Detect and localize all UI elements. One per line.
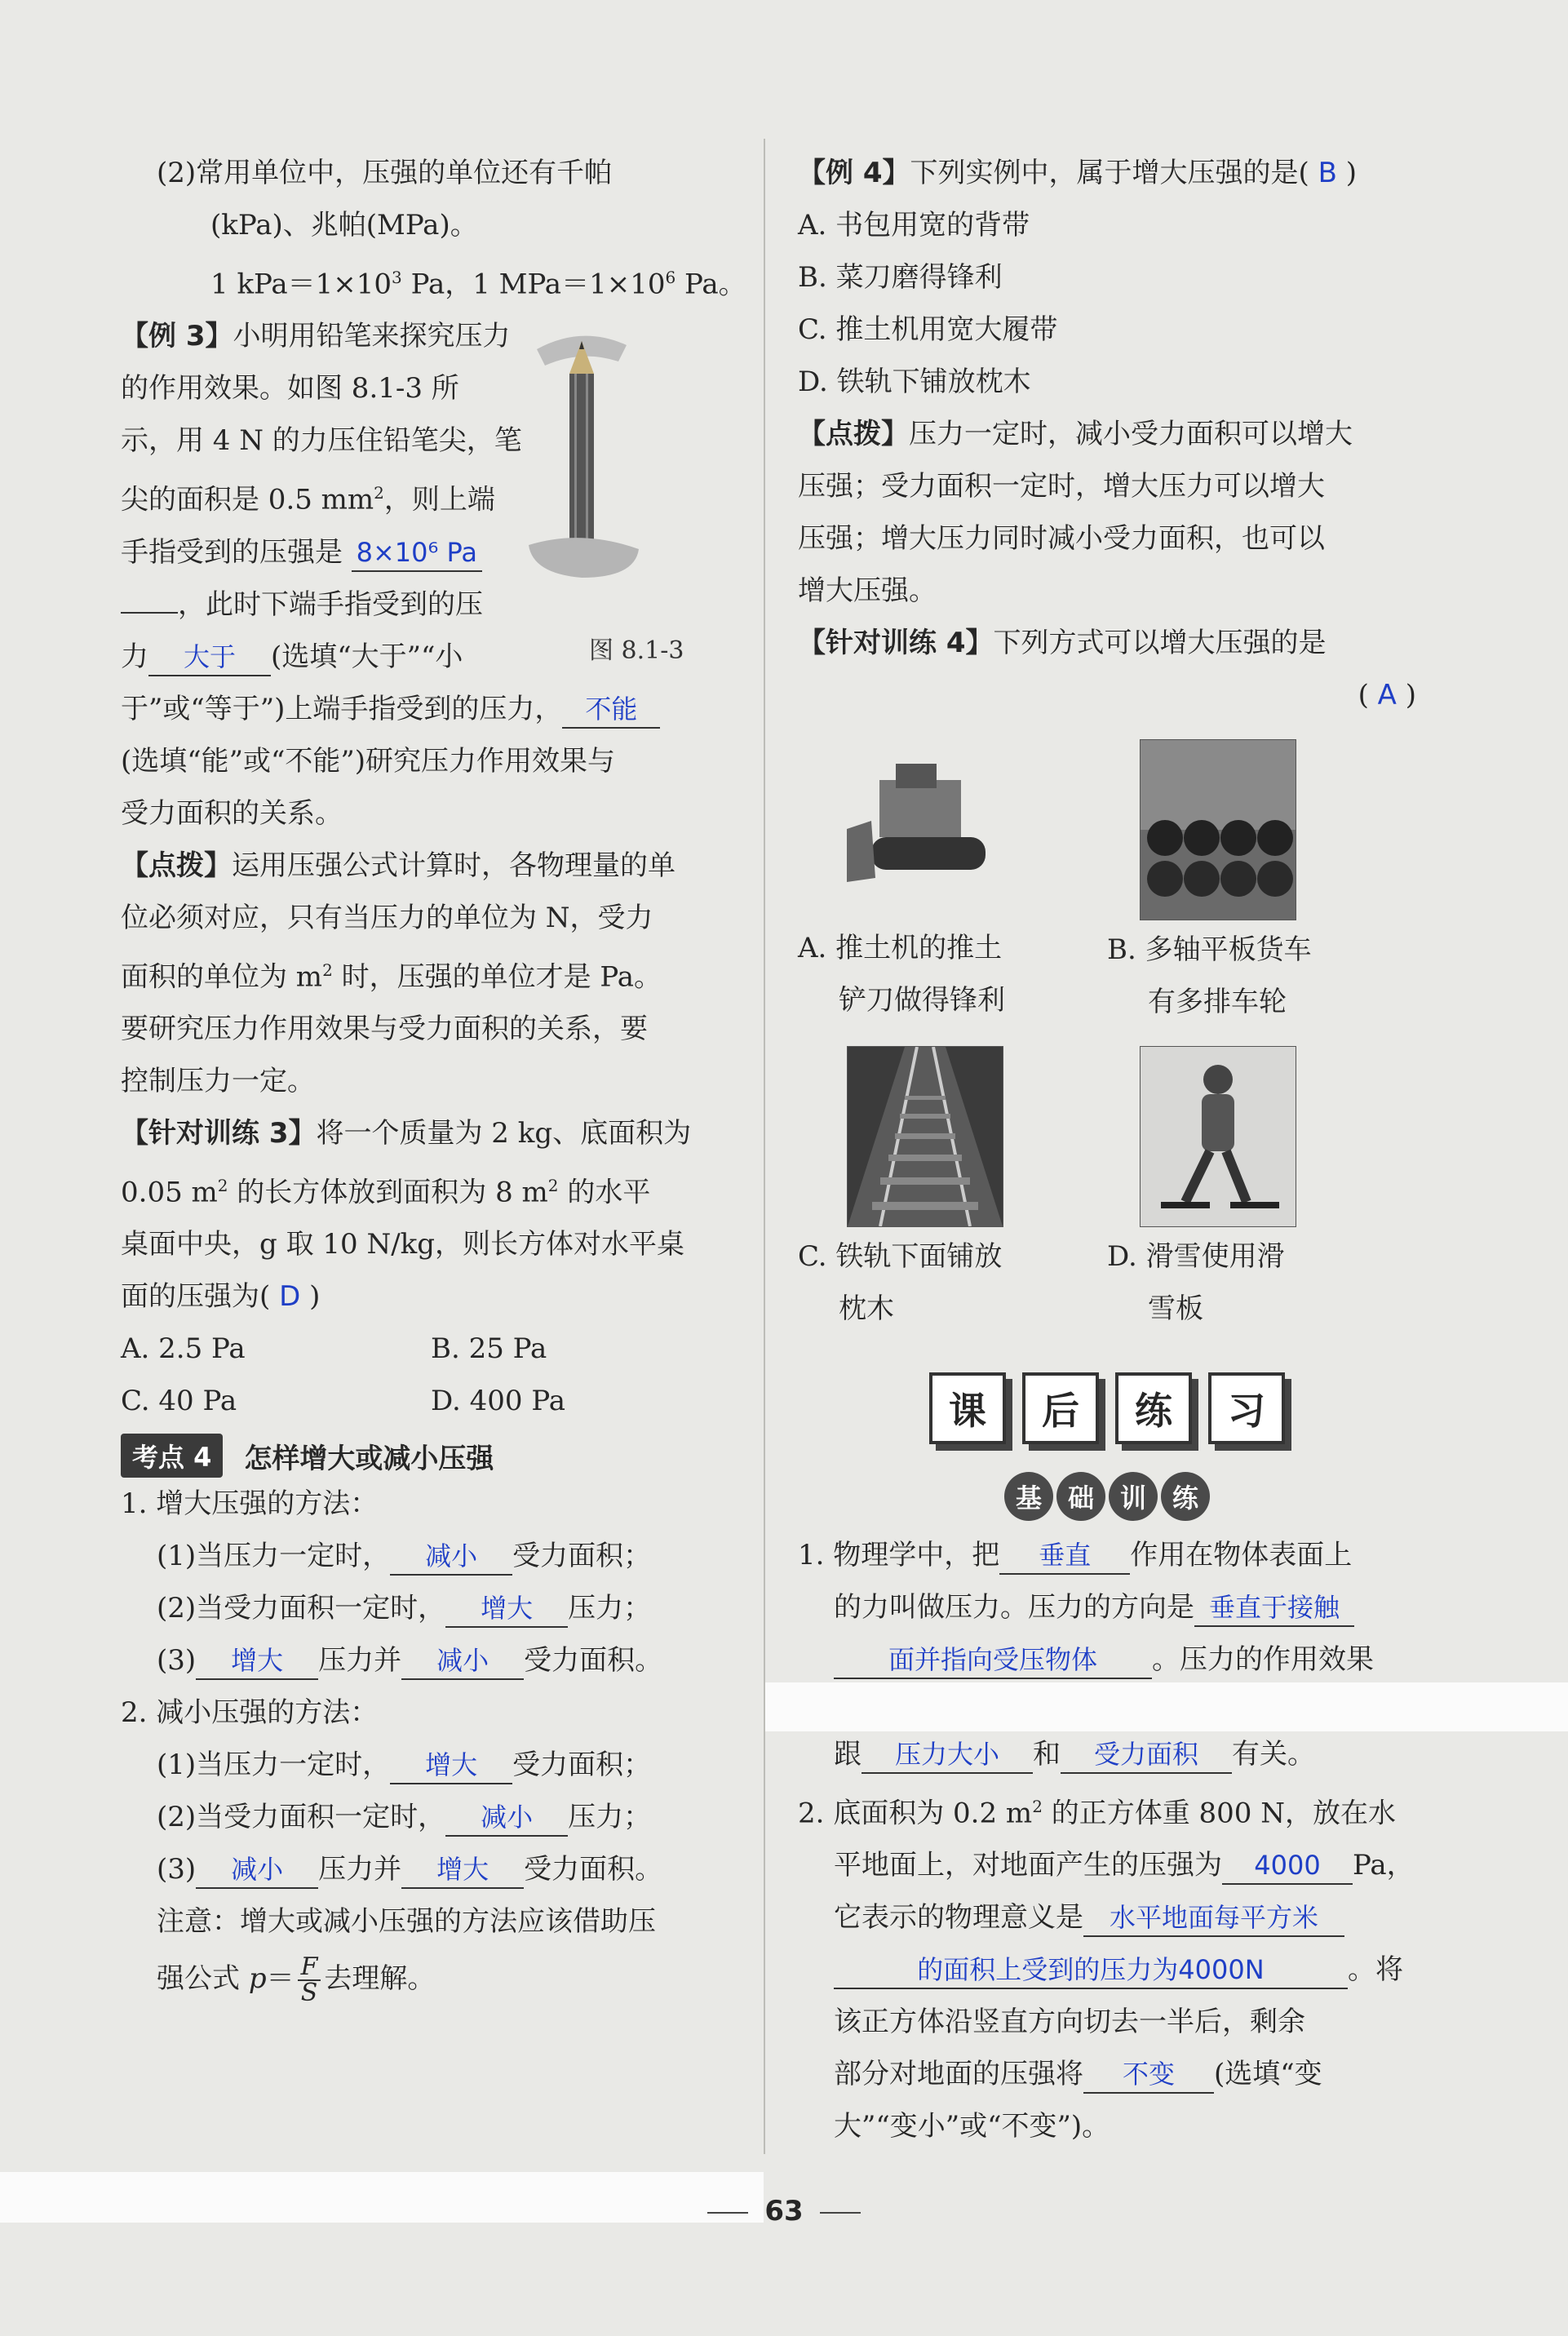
example-4-tag: 【例 4】 xyxy=(798,157,910,189)
option-d-caption-1: D. 滑雪使用滑 xyxy=(1107,1240,1285,1273)
option-a-cell[interactable] xyxy=(798,739,1107,1028)
q1-answer-4[interactable]: 受力面积 xyxy=(1061,1736,1232,1774)
increase-2: (2)当受力面积一定时， 增大 压力； xyxy=(121,1582,741,1634)
training-3-tag: 【针对训练 3】 xyxy=(121,1116,317,1150)
tip-4-line-4: 增大压强。 xyxy=(798,574,937,607)
option-b-caption-1: B. 多轴平板货车 xyxy=(1107,933,1312,966)
banner-char-3: 练 xyxy=(1115,1372,1192,1444)
increase-1: (1)当压力一定时， 减小 受力面积； xyxy=(121,1530,741,1582)
q2-answer-2[interactable]: 水平地面每平方米 xyxy=(1083,1899,1344,1937)
ex4-option-a[interactable]: A. 书包用宽的背带 xyxy=(798,209,1030,242)
heading-char-2: 础 xyxy=(1056,1472,1105,1521)
example-3-tag: 【例 3】 xyxy=(121,320,233,353)
training-3-line-3: 桌面中央，g 取 10 N/kg，则长方体对水平桌 xyxy=(121,1228,685,1261)
right-column xyxy=(798,147,1416,2152)
image-row-2 xyxy=(798,1046,1416,1335)
unit-line-1: (2)常用单位中，压强的单位还有千帕 xyxy=(157,157,613,189)
section-heading xyxy=(121,1434,741,1478)
option-a-caption-2: 铲刀做得锋利 xyxy=(839,984,1005,1017)
example-3-line-6: ，此时下端手指受到的压 xyxy=(121,578,741,631)
training-4-answer-line: ( A ) xyxy=(1358,679,1416,711)
q1-answer-3[interactable]: 压力大小 xyxy=(862,1736,1033,1774)
training-3-line-1: 【针对训练 3】将一个质量为 2 kg、底面积为 xyxy=(121,1116,692,1150)
answer-pressure-cont xyxy=(121,612,178,614)
ex4-option-c[interactable]: C. 推土机用宽大履带 xyxy=(798,313,1058,346)
decrease-1: (1)当压力一定时， 增大 受力面积； xyxy=(121,1739,741,1791)
example-3-line-8: 于”或“等于”)上端手指受到的压力， 不能 xyxy=(121,683,741,735)
example-3-line-2: 的作用效果。如图 8.1-3 所 xyxy=(121,372,459,406)
pressure-formula: $\frac{F}{S}$ xyxy=(298,1955,321,2006)
q1-answer-2[interactable]: 垂直于接触 xyxy=(1194,1589,1354,1627)
option-d-caption-2: 雪板 xyxy=(1148,1292,1203,1325)
tip-3-line-3: 面积的单位为 $m^2$ 时，压强的单位才是 Pa。 xyxy=(121,960,662,993)
flatbed-truck-image xyxy=(1140,739,1296,920)
basic-training-heading xyxy=(798,1472,1416,1521)
answer-force-compare[interactable]: 大于 xyxy=(148,639,271,676)
answer-dec3a[interactable]: 减小 xyxy=(196,1851,318,1889)
q1-answer-1[interactable]: 垂直 xyxy=(999,1537,1130,1575)
lower-finger-shape xyxy=(529,538,639,578)
heading-char-3: 训 xyxy=(1109,1472,1158,1521)
training-3-line-4: 面的压强为( D ) xyxy=(121,1280,321,1314)
example-4-question: 【例 4】下列实例中，属于增大压强的是( B ) xyxy=(798,157,1357,189)
section-badge: 考点 4 xyxy=(121,1434,223,1478)
unit-line-2: (kPa)、兆帕(MPa)。 xyxy=(210,209,478,242)
q2-answer-2-cont[interactable]: 的面积上受到的压力为4000N xyxy=(834,1952,1348,1989)
note-line-2: 强公式 p＝ $\frac{F}{S}$ 去理解。 xyxy=(157,1953,436,2008)
section-title: 怎样增大或减小压强 xyxy=(244,1442,494,1475)
option-a[interactable]: A. 2.5 Pa xyxy=(121,1332,246,1366)
column-divider xyxy=(764,139,765,2154)
option-a-caption-1: A. 推土机的推土 xyxy=(798,932,1003,964)
q1-answer-2-cont[interactable]: 面并指向受压物体 xyxy=(834,1642,1152,1679)
tip-3-line-4: 要研究压力作用效果与受力面积的关系，要 xyxy=(121,1012,648,1045)
answer-inc3a[interactable]: 增大 xyxy=(196,1642,318,1680)
training-4-question: 【针对训练 4】下列方式可以增大压强的是 xyxy=(798,627,1327,659)
railway-sleepers-image xyxy=(847,1046,1003,1227)
banner-char-1: 课 xyxy=(929,1372,1006,1444)
q1-line-2: 的力叫做压力。压力的方向是 垂直于接触 xyxy=(798,1581,1416,1633)
pencil-body xyxy=(569,374,594,553)
decrease-2: (2)当受力面积一定时， 减小 压力； xyxy=(121,1791,741,1843)
q2-line-4: 的面积上受到的压力为4000N 。将 xyxy=(798,1944,1416,1996)
q2-line-6: 部分对地面的压强将 不变 (选填“变 xyxy=(798,2048,1416,2100)
option-b[interactable]: B. 25 Pa xyxy=(431,1332,547,1366)
training-3-answer[interactable]: D xyxy=(279,1280,301,1314)
q2-answer-1[interactable]: 4000 xyxy=(1222,1847,1353,1885)
q2-line-2: 平地面上，对地面产生的压强为 4000 Pa， xyxy=(798,1839,1416,1891)
answer-dec1[interactable]: 增大 xyxy=(390,1747,512,1784)
tip-3-line-2: 位必须对应，只有当压力的单位为 N，受力 xyxy=(121,901,653,934)
q2-line-3: 它表示的物理意义是 水平地面每平方米 xyxy=(798,1891,1416,1944)
decrease-title: 2. 减小压强的方法： xyxy=(121,1696,379,1730)
increase-title: 1. 增大压强的方法： xyxy=(121,1487,379,1521)
option-b-cell[interactable] xyxy=(1107,739,1416,1028)
image-row-1 xyxy=(798,739,1416,1028)
answer-can-research[interactable]: 不能 xyxy=(562,691,660,729)
answer-dec2[interactable]: 减小 xyxy=(445,1799,568,1837)
page-number: 63 xyxy=(0,2195,1568,2227)
training-4-answer[interactable]: A xyxy=(1377,679,1397,711)
heading-char-1: 基 xyxy=(1004,1472,1053,1521)
answer-dec3b[interactable]: 增大 xyxy=(401,1851,524,1889)
answer-inc1[interactable]: 减小 xyxy=(390,1538,512,1576)
q2-line-7: 大”“变小”或“不变”)。 xyxy=(834,2110,1110,2143)
option-b-caption-2: 有多排车轮 xyxy=(1148,986,1287,1018)
tip-4-line-2: 压强；受力面积一定时，增大压力可以增大 xyxy=(798,470,1325,503)
option-c-caption-2: 枕木 xyxy=(839,1292,894,1325)
ex4-option-b[interactable]: B. 菜刀磨得锋利 xyxy=(798,261,1003,294)
tip-4-line-1: 【点拨】压力一定时，减小受力面积可以增大 xyxy=(798,418,1353,450)
heading-char-4: 练 xyxy=(1161,1472,1210,1521)
ex4-option-d[interactable]: D. 铁轨下铺放枕木 xyxy=(798,366,1031,398)
option-c-cell[interactable] xyxy=(798,1046,1107,1335)
option-c-caption-1: C. 铁轨下面铺放 xyxy=(798,1240,1003,1273)
q1-line-3: 面并指向受压物体 。压力的作用效果 xyxy=(798,1633,1416,1686)
after-class-banner xyxy=(798,1372,1416,1444)
decrease-3: (3) 减小 压力并 增大 受力面积。 xyxy=(121,1843,741,1895)
q2-line-1: 2. 底面积为 0.2 $m^2$ 的正方体重 800 N，放在水 xyxy=(798,1797,1396,1830)
increase-3: (3) 增大 压力并 减小 受力面积。 xyxy=(121,1634,741,1687)
q2-line-5: 该正方体沿竖直方向切去一半后，剩余 xyxy=(834,2006,1305,2039)
answer-inc2[interactable]: 增大 xyxy=(445,1590,568,1628)
example-3-line-7: 力 大于 (选填“大于”“小 xyxy=(121,631,741,683)
example-3-line-9: (选填“能”或“不能”)研究压力作用效果与 xyxy=(121,744,616,778)
answer-inc3b[interactable]: 减小 xyxy=(401,1642,524,1680)
tip-4-line-3: 压强；增大压力同时减小受力面积，也可以 xyxy=(798,522,1325,555)
training-3-options-row-2 xyxy=(121,1375,741,1427)
tip-3-tag: 【点拨】 xyxy=(121,849,232,882)
tip-4-tag: 【点拨】 xyxy=(798,418,909,450)
q1-line-1: 1. 物理学中，把 垂直 作用在物体表面上 xyxy=(798,1529,1416,1581)
training-3-line-2: 0.05 $m^2$ 的长方体放到面积为 8 $m^2$ 的水平 xyxy=(121,1175,651,1209)
banner-char-2: 后 xyxy=(1022,1372,1099,1444)
example-3-line-10: 受力面积的关系。 xyxy=(121,796,343,830)
example-3-line-3: 示，用 4 N 的力压住铅笔尖，笔 xyxy=(121,424,522,458)
q1-line-4: 跟 压力大小 和 受力面积 有关。 xyxy=(798,1728,1416,1780)
example-3-line-5: 手指受到的压强是 8×10⁶ Pa xyxy=(121,526,741,578)
training-3-options-row-1 xyxy=(121,1323,741,1375)
tip-3-line-1: 【点拨】运用压强公式计算时，各物理量的单 xyxy=(121,849,675,882)
option-d-cell[interactable] xyxy=(1107,1046,1416,1335)
option-d[interactable]: D. 400 Pa xyxy=(431,1385,565,1418)
q2-answer-3[interactable]: 不变 xyxy=(1083,2056,1214,2094)
snowboard-skier-image xyxy=(1140,1046,1296,1227)
pencil-figure xyxy=(504,325,659,594)
banner-char-4: 习 xyxy=(1208,1372,1285,1444)
option-c[interactable]: C. 40 Pa xyxy=(121,1385,237,1418)
answer-pressure[interactable]: 8×10⁶ Pa xyxy=(352,534,482,572)
note-line-1: 注意：增大或减小压强的方法应该借助压 xyxy=(157,1905,656,1939)
tip-3-line-5: 控制压力一定。 xyxy=(121,1064,315,1097)
example-3-line-4: 尖的面积是 0.5 $mm^2$，则上端 xyxy=(121,483,495,516)
unit-line-3: 1 $kPa=1\times 10^3$ Pa，1 $MPa=1\times 10^6$ Pa。 xyxy=(210,268,746,301)
example-4-answer[interactable]: B xyxy=(1318,157,1337,189)
bulldozer-image xyxy=(847,739,1002,919)
training-4-tag: 【针对训练 4】 xyxy=(798,627,994,659)
example-3-line-1: 【例 3】小明用铅笔来探究压力 xyxy=(121,320,511,353)
figure-caption: 图 8.1-3 xyxy=(589,636,684,665)
